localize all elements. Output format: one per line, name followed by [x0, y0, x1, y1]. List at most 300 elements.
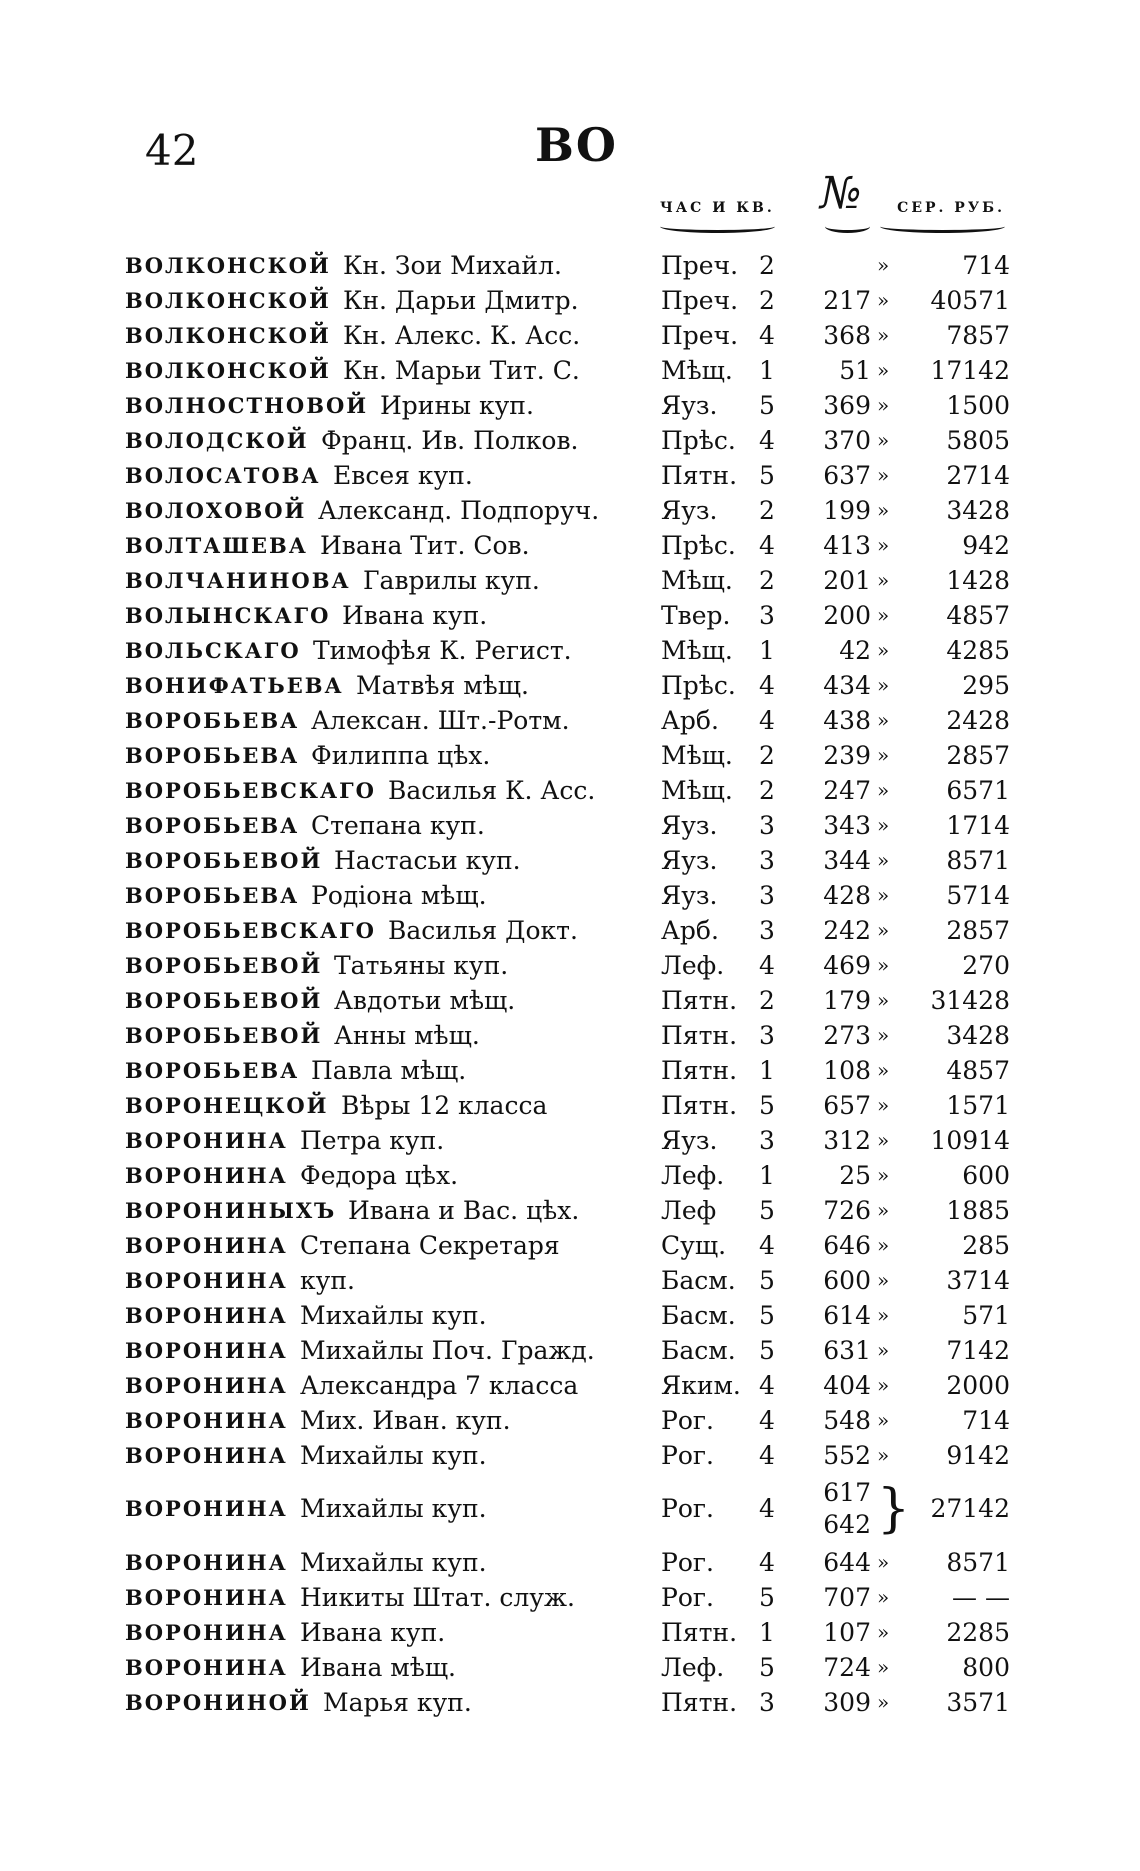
page-header: ВО: [535, 118, 618, 172]
entry-number: 217: [823, 286, 871, 315]
entry-quarter: 5: [759, 391, 775, 420]
entry-number: 239: [823, 741, 871, 770]
entry-part: Яким.: [661, 1371, 741, 1400]
list-item: [125, 528, 1015, 563]
entry-surname: ВОРОБЬЕВСКАГО: [125, 918, 376, 943]
entry-part: Басм.: [661, 1336, 736, 1365]
entry-quarter: 2: [759, 741, 775, 770]
entry-name: Евсея куп.: [333, 461, 473, 490]
entry-price: 4857: [946, 601, 1010, 630]
ditto-mark: »: [877, 813, 890, 837]
entry-part: Рог.: [661, 1406, 714, 1435]
entry-price: 9142: [946, 1441, 1010, 1470]
entry-number: 309: [823, 1688, 871, 1717]
ditto-mark: »: [877, 743, 890, 767]
entry-number: 107: [823, 1618, 871, 1647]
entry-name: Ивана Тит. Сов.: [320, 531, 530, 560]
list-item: [125, 843, 1015, 878]
entry-part: Арб.: [661, 706, 719, 735]
ditto-mark: »: [877, 988, 890, 1012]
list-item: [125, 1403, 1015, 1438]
entry-name: Матвѣя мѣщ.: [356, 671, 529, 700]
entry-part: Пятн.: [661, 1056, 738, 1085]
entry-price: 10914: [930, 1126, 1010, 1155]
entry-name: Анны мѣщ.: [334, 1021, 480, 1050]
entry-price: 800: [962, 1653, 1010, 1682]
entry-number: 179: [823, 986, 871, 1015]
entry-quarter: 5: [759, 461, 775, 490]
entry-surname: ВОРОНИНА: [125, 1268, 288, 1293]
list-item: [125, 1438, 1015, 1473]
entry-number: 201: [823, 566, 871, 595]
entry-quarter: 5: [759, 1196, 775, 1225]
entry-part: Рог.: [661, 1583, 714, 1612]
entry-quarter: 3: [759, 811, 775, 840]
entry-quarter: 4: [759, 1441, 775, 1470]
list-item: [125, 1473, 1015, 1545]
entry-name: Ирины куп.: [380, 391, 534, 420]
entry-price: 8571: [946, 1548, 1010, 1577]
entry-price: 2000: [946, 1371, 1010, 1400]
list-item: [125, 1580, 1015, 1615]
entry-name: куп.: [300, 1266, 355, 1295]
ditto-mark: »: [877, 1093, 890, 1117]
entry-name: Петра куп.: [300, 1126, 445, 1155]
ditto-mark: »: [877, 1163, 890, 1187]
entry-quarter: 4: [759, 1406, 775, 1435]
entry-quarter: 1: [759, 1161, 775, 1190]
list-item: [125, 1228, 1015, 1263]
entry-number: 108: [823, 1056, 871, 1085]
entry-surname: ВОРОНИНА: [125, 1408, 288, 1433]
list-item: [125, 808, 1015, 843]
entry-quarter: 2: [759, 286, 775, 315]
ditto-mark: »: [877, 883, 890, 907]
list-item: [125, 1650, 1015, 1685]
ditto-mark: »: [877, 953, 890, 977]
entry-price: — —: [952, 1583, 1010, 1612]
ditto-mark: »: [877, 1233, 890, 1257]
entry-name: Никиты Штат. служ.: [300, 1583, 575, 1612]
ditto-mark: »: [877, 1198, 890, 1222]
entry-list: [125, 248, 1015, 1720]
entry-surname: ВОРОНИНЫХЪ: [125, 1198, 337, 1223]
entry-quarter: 4: [759, 706, 775, 735]
entry-price: 27142: [930, 1494, 1010, 1523]
entry-price: 4857: [946, 1056, 1010, 1085]
entry-surname: ВОРОНИНА: [125, 1655, 288, 1680]
entry-part: Преч.: [661, 251, 739, 280]
entry-name: Михайлы Поч. Гражд.: [300, 1336, 595, 1365]
entry-price: 1885: [946, 1196, 1010, 1225]
ditto-mark: »: [877, 848, 890, 872]
entry-quarter: 5: [759, 1336, 775, 1365]
entry-number: 726: [823, 1196, 871, 1225]
entry-name: Настасьи куп.: [334, 846, 521, 875]
entry-price: 4285: [946, 636, 1010, 665]
entry-number: 404: [823, 1371, 871, 1400]
entry-part: Яуз.: [661, 846, 718, 875]
ditto-mark: »: [877, 1268, 890, 1292]
entry-quarter: 3: [759, 916, 775, 945]
entry-number-second: 642: [823, 1510, 871, 1539]
entry-part: Басм.: [661, 1266, 736, 1295]
entry-name: Александ. Подпоруч.: [318, 496, 600, 525]
entry-name: Кн. Алекс. К. Асс.: [343, 321, 581, 350]
list-item: [125, 1545, 1015, 1580]
entry-price: 2285: [946, 1618, 1010, 1647]
entry-quarter: 2: [759, 496, 775, 525]
entry-name: Кн. Зои Михайл.: [343, 251, 562, 280]
list-item: [125, 283, 1015, 318]
entry-price: 3428: [946, 496, 1010, 525]
entry-number: 25: [839, 1161, 871, 1190]
entry-surname: ВОРОНИНА: [125, 1620, 288, 1645]
entry-surname: ВОРОНИНА: [125, 1550, 288, 1575]
entry-part: Пятн.: [661, 1688, 738, 1717]
entry-name: Кн. Марьи Тит. С.: [343, 356, 580, 385]
list-item: [125, 1333, 1015, 1368]
list-item: [125, 598, 1015, 633]
entry-surname: ВОЛКОНСКОЙ: [125, 288, 331, 313]
ditto-mark: »: [877, 1408, 890, 1432]
entry-quarter: 4: [759, 531, 775, 560]
ditto-mark: »: [877, 288, 890, 312]
entry-price: 7142: [946, 1336, 1010, 1365]
ditto-mark: »: [877, 1443, 890, 1467]
entry-number: 369: [823, 391, 871, 420]
entry-price: 2428: [946, 706, 1010, 735]
entry-surname: ВОРОНИНА: [125, 1496, 288, 1521]
entry-surname: ВОЛОХОВОЙ: [125, 498, 307, 523]
entry-quarter: 5: [759, 1301, 775, 1330]
entry-price: 31428: [930, 986, 1010, 1015]
entry-number: 343: [823, 811, 871, 840]
entry-quarter: 4: [759, 671, 775, 700]
entry-price: 1571: [946, 1091, 1010, 1120]
entry-surname: ВОРОБЬЕВА: [125, 813, 300, 838]
entry-price: 6571: [946, 776, 1010, 805]
entry-price: 40571: [930, 286, 1010, 315]
entry-price: 1428: [946, 566, 1010, 595]
entry-number: 370: [823, 426, 871, 455]
entry-name: Авдотьи мѣщ.: [334, 986, 516, 1015]
entry-surname: ВОЛТАШЕВА: [125, 533, 308, 558]
ditto-mark: »: [877, 1690, 890, 1714]
entry-name: Гаврилы куп.: [363, 566, 540, 595]
entry-quarter: 2: [759, 986, 775, 1015]
column-header-part: ЧАС И КВ.: [660, 200, 775, 216]
entry-number: 434: [823, 671, 871, 700]
entry-number: 42: [839, 636, 871, 665]
entry-price: 714: [962, 251, 1010, 280]
entry-quarter: 4: [759, 1371, 775, 1400]
ditto-mark: »: [877, 428, 890, 452]
entry-surname: ВОЛОДСКОЙ: [125, 428, 309, 453]
entry-part: Пятн.: [661, 1618, 738, 1647]
entry-surname: ВОЛКОНСКОЙ: [125, 323, 331, 348]
entry-price: 3428: [946, 1021, 1010, 1050]
list-item: [125, 948, 1015, 983]
entry-number: 617: [823, 1478, 871, 1507]
entry-part: Леф: [661, 1196, 717, 1225]
entry-number: 724: [823, 1653, 871, 1682]
entry-price: 1714: [946, 811, 1010, 840]
ditto-mark: »: [877, 253, 890, 277]
entry-number: 614: [823, 1301, 871, 1330]
list-item: [125, 318, 1015, 353]
entry-part: Пятн.: [661, 461, 738, 490]
entry-part: Рог.: [661, 1441, 714, 1470]
entry-part: Прѣс.: [661, 671, 736, 700]
entry-quarter: 5: [759, 1583, 775, 1612]
entry-surname: ВОРОБЬЕВОЙ: [125, 953, 323, 978]
entry-quarter: 1: [759, 1618, 775, 1647]
ditto-mark: »: [877, 638, 890, 662]
entry-name: Михайлы куп.: [300, 1441, 487, 1470]
entry-number: 368: [823, 321, 871, 350]
entry-number: 707: [823, 1583, 871, 1612]
entry-price: 285: [962, 1231, 1010, 1260]
entry-part: Яуз.: [661, 391, 718, 420]
ditto-mark: »: [877, 1550, 890, 1574]
entry-quarter: 2: [759, 776, 775, 805]
entry-surname: ВОРОНИНА: [125, 1163, 288, 1188]
ditto-mark: »: [877, 1620, 890, 1644]
entry-part: Преч.: [661, 321, 739, 350]
ditto-mark: »: [877, 393, 890, 417]
entry-part: Мѣщ.: [661, 356, 733, 385]
ditto-mark: »: [877, 918, 890, 942]
entry-name: Василья К. Асс.: [388, 776, 596, 805]
entry-number: 344: [823, 846, 871, 875]
entry-surname: ВОЛКОНСКОЙ: [125, 358, 331, 383]
entry-quarter: 4: [759, 426, 775, 455]
entry-surname: ВОРОНИНА: [125, 1303, 288, 1328]
entry-price: 2714: [946, 461, 1010, 490]
entry-number: 413: [823, 531, 871, 560]
list-item: [125, 493, 1015, 528]
entry-part: Леф.: [661, 1161, 725, 1190]
entry-part: Пятн.: [661, 986, 738, 1015]
entry-part: Яуз.: [661, 496, 718, 525]
entry-surname: ВОЛЧАНИНОВА: [125, 568, 351, 593]
entry-number: 428: [823, 881, 871, 910]
entry-number: 631: [823, 1336, 871, 1365]
entry-price: 5714: [946, 881, 1010, 910]
entry-part: Мѣщ.: [661, 566, 733, 595]
entry-price: 17142: [930, 356, 1010, 385]
entry-price: 5805: [946, 426, 1010, 455]
header-brace-price: [880, 220, 1005, 233]
list-item: [125, 668, 1015, 703]
list-item: [125, 423, 1015, 458]
entry-part: Сущ.: [661, 1231, 727, 1260]
entry-part: Мѣщ.: [661, 636, 733, 665]
list-item: [125, 353, 1015, 388]
list-item: [125, 1615, 1015, 1650]
ditto-mark: »: [877, 323, 890, 347]
entry-surname: ВОРОНИНА: [125, 1338, 288, 1363]
entry-number: 200: [823, 601, 871, 630]
entry-surname: ВОЛНОСТНОВОЙ: [125, 393, 369, 418]
entry-name: Родіона мѣщ.: [311, 881, 487, 910]
entry-surname: ВОРОНИНА: [125, 1585, 288, 1610]
entry-quarter: 3: [759, 881, 775, 910]
entry-surname: ВОРОБЬЕВОЙ: [125, 1023, 323, 1048]
list-item: [125, 1158, 1015, 1193]
entry-number: 199: [823, 496, 871, 525]
entry-quarter: 3: [759, 846, 775, 875]
entry-price: 2857: [946, 916, 1010, 945]
entry-name: Павла мѣщ.: [311, 1056, 467, 1085]
list-item: [125, 248, 1015, 283]
entry-price: 8571: [946, 846, 1010, 875]
entry-quarter: 3: [759, 1021, 775, 1050]
entry-name: Ивана куп.: [300, 1618, 446, 1647]
entry-surname: ВОРОНИНА: [125, 1373, 288, 1398]
entry-number: 312: [823, 1126, 871, 1155]
ditto-mark: »: [877, 1128, 890, 1152]
entry-part: Пятн.: [661, 1021, 738, 1050]
list-item: [125, 1088, 1015, 1123]
entry-part: Преч.: [661, 286, 739, 315]
entry-price: 714: [962, 1406, 1010, 1435]
entry-part: Яуз.: [661, 1126, 718, 1155]
list-item: [125, 738, 1015, 773]
ditto-mark: »: [877, 1655, 890, 1679]
entry-part: Арб.: [661, 916, 719, 945]
entry-price: 2857: [946, 741, 1010, 770]
entry-quarter: 3: [759, 1126, 775, 1155]
entry-part: Прѣс.: [661, 426, 736, 455]
entry-quarter: 1: [759, 636, 775, 665]
entry-surname: ВОРОБЬЕВОЙ: [125, 988, 323, 1013]
entry-number: 273: [823, 1021, 871, 1050]
entry-quarter: 2: [759, 566, 775, 595]
entry-part: Мѣщ.: [661, 776, 733, 805]
entry-name: Михайлы куп.: [300, 1548, 487, 1577]
entry-surname: ВОЛЬСКАГО: [125, 638, 301, 663]
entry-name: Марья куп.: [323, 1688, 472, 1717]
entry-part: Прѣс.: [661, 531, 736, 560]
entry-part: Леф.: [661, 951, 725, 980]
ditto-mark: »: [877, 708, 890, 732]
list-item: [125, 878, 1015, 913]
entry-surname: ВОРОБЬЕВА: [125, 883, 300, 908]
entry-number: 600: [823, 1266, 871, 1295]
entry-name: Кн. Дарьи Дмитр.: [343, 286, 579, 315]
page-number: 42: [145, 126, 199, 175]
entry-quarter: 1: [759, 1056, 775, 1085]
entry-number: 552: [823, 1441, 871, 1470]
entry-number: 637: [823, 461, 871, 490]
entry-part: Басм.: [661, 1301, 736, 1330]
entry-price: 7857: [946, 321, 1010, 350]
entry-price: 270: [962, 951, 1010, 980]
entry-price: 600: [962, 1161, 1010, 1190]
entry-price: 1500: [946, 391, 1010, 420]
entry-name: Ивана мѣщ.: [300, 1653, 457, 1682]
entry-quarter: 3: [759, 601, 775, 630]
ditto-mark: »: [877, 463, 890, 487]
list-item: [125, 388, 1015, 423]
ditto-mark: »: [877, 1373, 890, 1397]
ditto-mark: »: [877, 568, 890, 592]
entry-number: 657: [823, 1091, 871, 1120]
entry-name: Степана куп.: [311, 811, 485, 840]
entry-name: Степана Секретаря: [300, 1231, 560, 1260]
entry-number: 51: [839, 356, 871, 385]
entry-number: 644: [823, 1548, 871, 1577]
list-item: [125, 703, 1015, 738]
list-item: [125, 1018, 1015, 1053]
entry-number: 469: [823, 951, 871, 980]
entry-surname: ВОРОНИНА: [125, 1233, 288, 1258]
header-brace-number: [825, 220, 870, 233]
entry-quarter: 4: [759, 951, 775, 980]
entry-part: Рог.: [661, 1548, 714, 1577]
entry-name: Ивана куп.: [342, 601, 488, 630]
entry-surname: ВОРОБЬЕВОЙ: [125, 848, 323, 873]
entry-name: Михайлы куп.: [300, 1301, 487, 1330]
entry-surname: ВОЛЫНСКАГО: [125, 603, 331, 628]
ditto-mark: »: [877, 358, 890, 382]
list-item: [125, 1685, 1015, 1720]
entry-name: Мих. Иван. куп.: [300, 1406, 511, 1435]
brace-glyph: }: [877, 1479, 911, 1539]
list-item: [125, 1193, 1015, 1228]
entry-quarter: 5: [759, 1091, 775, 1120]
entry-price: 571: [962, 1301, 1010, 1330]
ditto-mark: »: [877, 1023, 890, 1047]
entry-number-stack: [801, 1477, 871, 1541]
entry-part: Яуз.: [661, 811, 718, 840]
list-item: [125, 1263, 1015, 1298]
entry-quarter: 4: [759, 1548, 775, 1577]
entry-part: Твер.: [661, 601, 731, 630]
entry-quarter: 4: [759, 1231, 775, 1260]
entry-quarter: 1: [759, 356, 775, 385]
entry-quarter: 5: [759, 1266, 775, 1295]
entry-name: Ивана и Вас. цѣх.: [348, 1196, 580, 1225]
ditto-mark: »: [877, 1303, 890, 1327]
entry-number: 242: [823, 916, 871, 945]
entry-surname: ВОРОНИНОЙ: [125, 1690, 311, 1715]
entry-name: Франц. Ив. Полков.: [321, 426, 579, 455]
entry-price: 3571: [946, 1688, 1010, 1717]
list-item: [125, 913, 1015, 948]
ditto-mark: »: [877, 778, 890, 802]
entry-surname: ВОРОНИНА: [125, 1128, 288, 1153]
entry-surname: ВОРОНЕЦКОЙ: [125, 1093, 329, 1118]
entry-name: Филиппа цѣх.: [311, 741, 491, 770]
header-brace-part: [660, 220, 775, 233]
column-header-price: СЕР. РУБ.: [897, 200, 1005, 216]
entry-surname: ВОРОБЬЕВА: [125, 743, 300, 768]
entry-name: Михайлы куп.: [300, 1494, 487, 1523]
entry-name: Федора цѣх.: [300, 1161, 459, 1190]
list-item: [125, 1298, 1015, 1333]
entry-quarter: 2: [759, 251, 775, 280]
list-item: [125, 1123, 1015, 1158]
entry-part: Рог.: [661, 1494, 714, 1523]
list-item: [125, 1053, 1015, 1088]
ditto-mark: »: [877, 1058, 890, 1082]
list-item: [125, 458, 1015, 493]
entry-part: Леф.: [661, 1653, 725, 1682]
entry-name: Вѣры 12 класса: [341, 1091, 548, 1120]
